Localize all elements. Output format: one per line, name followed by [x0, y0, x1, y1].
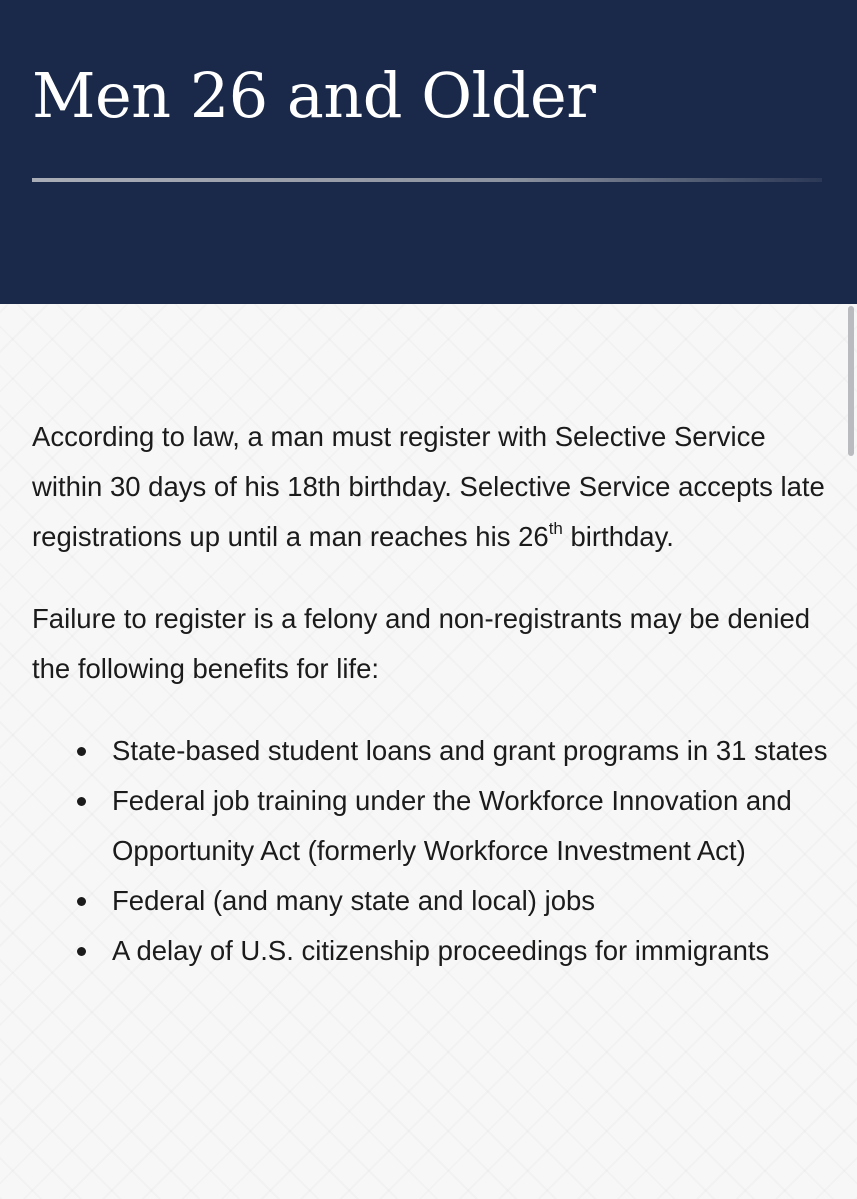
benefits-list — [32, 726, 832, 976]
registration-law-text-end: birthday. — [562, 521, 674, 552]
scrollbar-thumb[interactable] — [848, 306, 854, 456]
page-title: Men 26 and Older — [32, 59, 596, 132]
list-item: Federal (and many state and local) jobs — [112, 876, 832, 926]
list-item: Federal job training under the Workforce Innovation and Opportunity Act (formerly Workforce Investment Act) — [112, 776, 832, 876]
registration-law-paragraph — [32, 412, 832, 562]
ordinal-suffix: th — [548, 519, 563, 538]
list-item: State-based student loans and grant programs in 31 states — [112, 726, 832, 776]
title-divider — [32, 178, 822, 182]
page-header — [0, 0, 857, 304]
list-item: A delay of U.S. citizenship proceedings for immigrants — [112, 926, 832, 976]
article-body — [32, 412, 832, 976]
failure-to-register-paragraph: Failure to register is a felony and non-registrants may be denied the following benefits for life: — [32, 603, 811, 684]
registration-law-text: According to law, a man must register with Selective Service within 30 days of his 18th birthday. Selective Service accepts late registrations up until a man reaches his 26 — [32, 421, 825, 552]
